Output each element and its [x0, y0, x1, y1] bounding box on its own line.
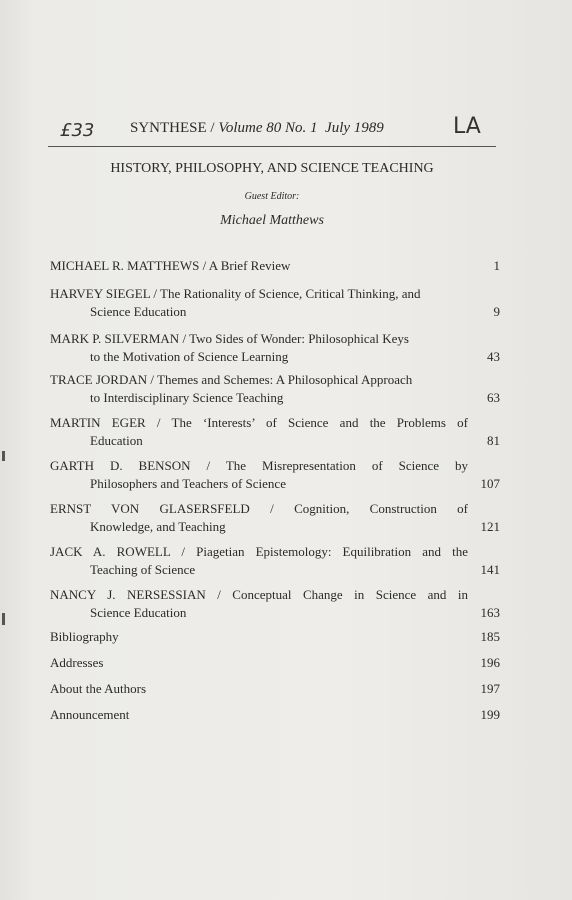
journal-header — [130, 120, 384, 137]
toc-entry — [50, 706, 500, 724]
toc-entry-title — [50, 457, 468, 493]
toc-page-number: 9 — [493, 304, 500, 319]
toc-entry-line2: Science Education — [90, 605, 187, 620]
toc-entry-line1: Bibliography — [50, 629, 119, 644]
toc-entry-line2: to the Motivation of Science Learning — [90, 349, 289, 364]
toc-entry — [50, 371, 500, 407]
toc-entry — [50, 414, 500, 450]
toc-entry-title — [50, 543, 468, 579]
toc-entry-line1: ERNST VON GLASERSFELD / Cognition, Construction of — [50, 501, 468, 516]
journal-number: No. 1 — [285, 120, 318, 136]
journal-name: SYNTHESE / — [130, 120, 215, 136]
toc-entry — [50, 257, 500, 275]
toc-entry-line1: MARTIN EGER / The ‘Interests’ of Science and the Problems of — [50, 415, 468, 430]
toc-entry-title — [50, 285, 468, 321]
toc-entry-line1: Announcement — [50, 707, 130, 722]
margin-mark — [2, 451, 5, 461]
toc-entry — [50, 543, 500, 579]
toc-page-number: 1 — [493, 258, 500, 273]
toc-entry-line2: Philosophers and Teachers of Science — [90, 476, 286, 491]
bleed-through-text — [150, 52, 410, 66]
toc-page-number: 141 — [480, 562, 500, 577]
toc-entry-line1: About the Authors — [50, 681, 147, 696]
toc-page-number: 121 — [480, 519, 500, 534]
toc-entry-title — [50, 628, 468, 646]
toc-entry-title — [50, 371, 468, 407]
toc-entry — [50, 680, 500, 698]
journal-volume: Volume 80 — [218, 120, 282, 136]
toc-entry-line2: Education — [90, 433, 143, 448]
toc-entry — [50, 285, 500, 321]
toc-page-number: 163 — [480, 605, 500, 620]
toc-entry — [50, 500, 500, 536]
toc-entry-line2: to Interdisciplinary Science Teaching — [90, 390, 284, 405]
toc-entry-title — [50, 330, 468, 366]
toc-entry-line1: TRACE JORDAN / Themes and Schemes: A Philosophical Approach — [50, 372, 413, 387]
toc-entry — [50, 654, 500, 672]
toc-entry-title — [50, 414, 468, 450]
guest-editor-label: Guest Editor: — [244, 191, 300, 202]
toc-entry-line1: HARVEY SIEGEL / The Rationality of Science, Critical Thinking, and — [50, 286, 421, 301]
toc-page-number: 107 — [480, 476, 500, 491]
issue-title: HISTORY, PHILOSOPHY, AND SCIENCE TEACHING — [110, 161, 434, 176]
toc-page-number: 81 — [487, 433, 500, 448]
toc-entry-line1: GARTH D. BENSON / The Misrepresentation of Science by — [50, 458, 468, 473]
header-rule — [48, 146, 496, 147]
toc-entry — [50, 586, 500, 622]
toc-entry-title — [50, 654, 468, 672]
handwritten-mark-right: LA — [453, 114, 481, 139]
toc-page-number: 43 — [487, 349, 500, 364]
toc-page-number: 185 — [480, 629, 500, 644]
toc-entry-line1: JACK A. ROWELL / Piagetian Epistemology: Equilibration and the — [50, 544, 468, 559]
toc-entry — [50, 628, 500, 646]
toc-entry-line1: MICHAEL R. MATTHEWS / A Brief Review — [50, 258, 291, 273]
toc-entry-title — [50, 257, 468, 275]
toc-entry — [50, 457, 500, 493]
toc-page-number: 63 — [487, 390, 500, 405]
toc-entry-title — [50, 706, 468, 724]
toc-entry-title — [50, 586, 468, 622]
margin-mark — [2, 613, 5, 625]
toc-entry-line1: Addresses — [50, 655, 104, 670]
toc-entry-line1: NANCY J. NERSESSIAN / Conceptual Change in Science and in — [50, 587, 468, 602]
toc-entry-line2: Knowledge, and Teaching — [90, 519, 226, 534]
toc-page-number: 197 — [480, 681, 500, 696]
handwritten-mark-left: £33 — [60, 120, 95, 141]
toc-entry-title — [50, 680, 468, 698]
toc-entry — [50, 330, 500, 366]
toc-entry-title — [50, 500, 468, 536]
toc-entry-line2: Teaching of Science — [90, 562, 196, 577]
guest-editor-name: Michael Matthews — [220, 213, 324, 228]
journal-date: July 1989 — [325, 120, 384, 136]
toc-page-number: 199 — [480, 707, 500, 722]
toc-entry-line1: MARK P. SILVERMAN / Two Sides of Wonder: Philosophical Keys — [50, 331, 409, 346]
toc-page-number: 196 — [480, 655, 500, 670]
toc-entry-line2: Science Education — [90, 304, 187, 319]
